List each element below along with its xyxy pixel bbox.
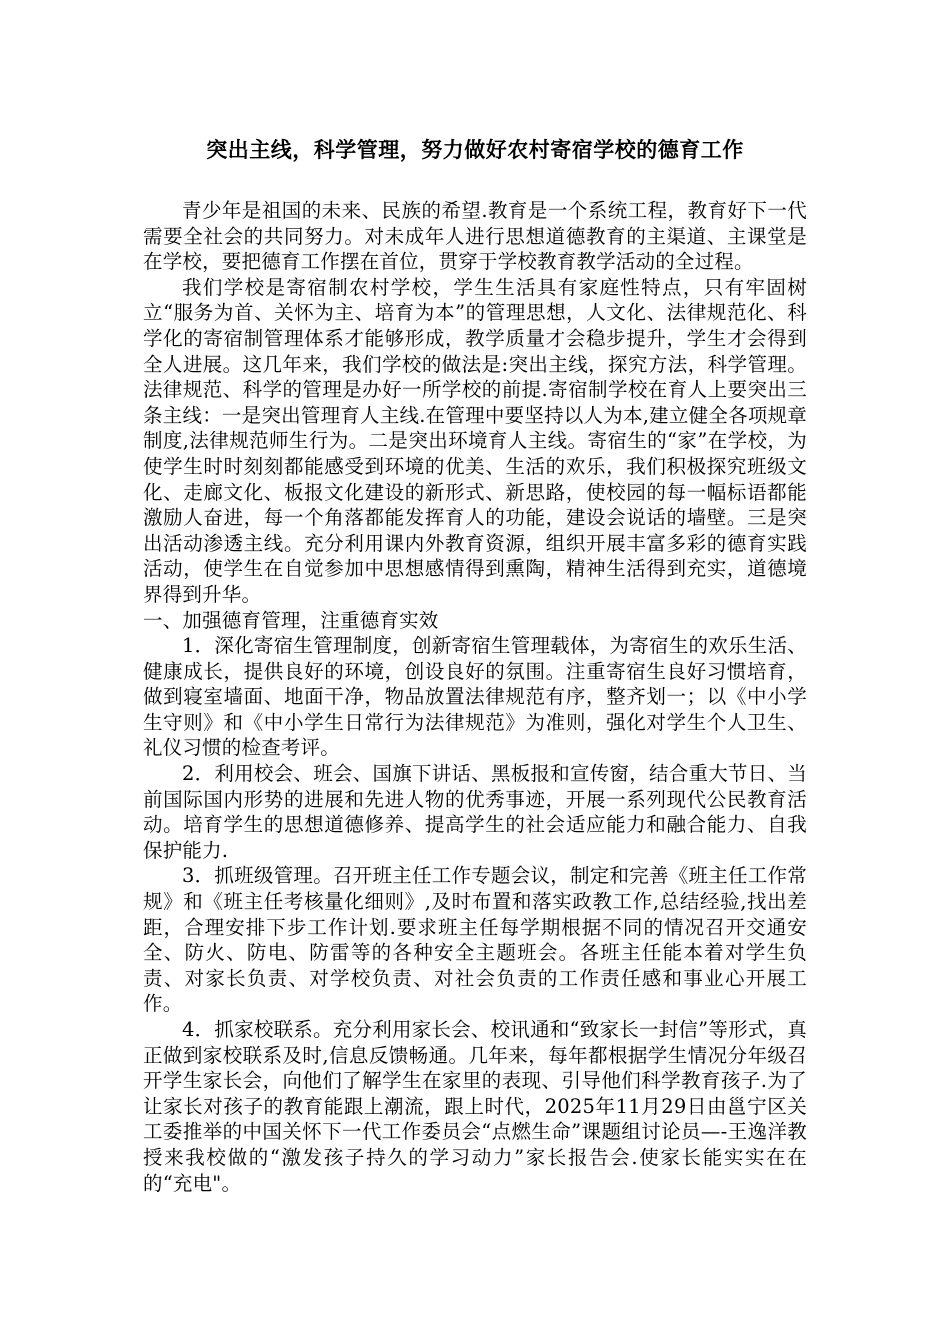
list-item: 1．深化寄宿生管理制度，创新寄宿生管理载体，为寄宿生的欢乐生活、健康成长，提供良好的环境，创设良好的氛围。注重寄宿生良好习惯培育，做到寝室墙面、地面干净，物品放置法律规范有序，整齐划一；以《中小学生守则》和《中小学生日常行为法律规范》为准则，强化对学生个人卫生、礼仪习惯的检查考评。 xyxy=(143,634,807,760)
document-body xyxy=(143,198,807,1196)
list-item: 4．抓家校联系。充分利用家长会、校讯通和“致家长一封信”等形式，真正做到家校联系及时,信息反馈畅通。几年来，每年都根据学生情况分年级召开学生家长会，向他们了解学生在家里的表现、引导他们科学教育孩子.为了让家长对孩子的教育能跟上潮流，跟上时代，2025年11月29日由邕宁区关工委推举的中国关怀下一代工作委员会“点燃生命”课题组讨论员—-王逸洋教授来我校做的“激发孩子持久的学习动力”家长报告会.使家长能实实在在的“充电"。 xyxy=(143,1018,807,1195)
list-item: 3．抓班级管理。召开班主任工作专题会议，制定和完善《班主任工作常规》和《班主任考核量化细则》,及时布置和落实政教工作,总结经验,找出差距，合理安排下步工作计划.要求班主任每学期根据不同的情况召开交通安全、防火、防电、防雷等的各种安全主题班会。各班主任能本着对学生负责、对家长负责、对学校负责、对社会负责的工作责任感和事业心开展工作。 xyxy=(143,864,807,1016)
section-heading: 一、加强德育管理，注重德育实效 xyxy=(143,608,439,632)
paragraph-intro: 青少年是祖国的未来、民族的希望.教育是一个系统工程，教育好下一代需要全社会的共同努力。对未成年人进行思想道德教育的主渠道、主课堂是在学校，要把德育工作摆在首位，贯穿于学校教育教学活动的全过程。 xyxy=(143,199,807,274)
document-title: 突出主线，科学管理，努力做好农村寄宿学校的德育工作 xyxy=(206,138,744,162)
paragraph-school-practice: 我们学校是寄宿制农村学校，学生生活具有家庭性特点，只有牢固树立“服务为首、关怀为主、培育为本”的管理思想，人文化、法律规范化、科学化的寄宿制管理体系才能够形成，教学质量才会稳步提升，学生才会得到全人进展。这几年来，我们学校的做法是:突出主线，探究方法，科学管理。法律规范、科学的管理是办好一所学校的前提.寄宿制学校在育人上要突出三条主线：一是突出管理育人主线.在管理中要坚持以人为本,建立健全各项规章制度,法律规范师生行为。二是突出环境育人主线。寄宿生的“家”在学校，为使学生时时刻刻都能感受到环境的优美、生活的欢乐，我们积极探究班级文化、走廊文化、板报文化建设的新形式、新思路，使校园的每一幅标语都能激励人奋进，每一个角落都能发挥育人的功能，建设会说话的墙壁。三是突出活动渗透主线。充分利用课内外教育资源，组织开展丰富多彩的德育实践活动，使学生在自觉参加中思想感情得到熏陶，精神生活得到充实，道德境界得到升华。 xyxy=(143,275,807,606)
list-item: 2．利用校会、班会、国旗下讲话、黑板报和宣传窗，结合重大节日、当前国际国内形势的进展和先进人物的优秀事迹，开展一系列现代公民教育活动。培育学生的思想道德修养、提高学生的社会适应能力和融合能力、自我保护能力. xyxy=(143,762,807,862)
